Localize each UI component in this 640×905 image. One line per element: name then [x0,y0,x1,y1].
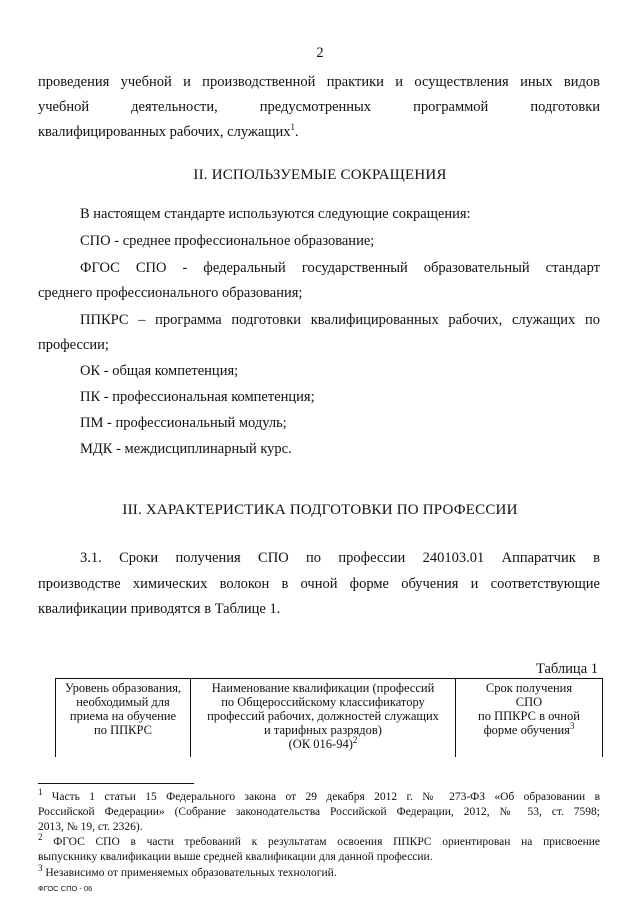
th1-line: необходимый для [76,695,170,709]
table-header-qualification-name [191,679,456,758]
th2-okdp: (ОК 016-94) [288,737,353,751]
abbr-spo: СПО - среднее профессиональное образование; [80,233,375,249]
qualification-table [55,678,603,757]
section-2-intro: В настоящем стандарте используются следующие сокращения: [80,206,471,222]
footnote-2-text: ФГОС СПО в части требований к результатам освоения ППКРС ориентирован на присвоение [53,836,600,848]
abbr-mdk: МДК - междисциплинарный курс. [80,441,292,457]
table-header-study-period [456,679,603,758]
table-header-education-level [56,679,191,758]
footnote-1-number: 1 [38,787,43,798]
footnote-1-text: Часть 1 статьи 15 Федерального закона от 29 декабря 2012 г. № 273-ФЗ «Об образовании в [51,791,600,803]
th3-line: по ППКРС в очной [478,709,580,723]
intro-line-1: проведения учебной и производственной практики и осуществления иных видов [38,74,600,90]
footnote-2-line-2: выпускнику квалификации выше средней квалификации для данной профессии. [38,851,433,863]
section-3-heading: III. ХАРАКТЕРИСТИКА ПОДГОТОВКИ ПО ПРОФЕССИИ [122,502,518,518]
th3-form: форме обучения [483,723,570,737]
footnote-1-line-2: Российской Федерации» (Собрание законодательства Российской Федерации, 2012, № 53, ст. 7598; [38,806,600,818]
abbr-ok: ОК - общая компетенция; [80,363,239,379]
intro-line-3 [38,123,299,141]
footnote-ref-1: 1 [290,122,296,133]
intro-line-3-text: квалифицированных рабочих, служащих [38,124,291,140]
th2-line: и тарифных разрядов) [264,723,382,737]
footnote-1-line-1 [38,787,600,804]
footnote-ref-2: 2 [352,734,358,745]
document-code: ФГОС СПО - 06 [38,884,93,893]
th3-line: СПО [515,695,543,709]
footnote-divider [38,783,194,784]
th2-line: Наименование квалификации (профессий [211,681,435,695]
footnote-3-text: Независимо от применяемых образовательных технологий. [45,867,337,879]
table-header-row [56,679,603,758]
footnote-ref-3: 3 [569,720,575,731]
section-3-para-line-1: 3.1. Сроки получения СПО по профессии 240103.01 Аппаратчик в [80,550,600,566]
footnote-1-line-3: 2013, № 19, ст. 2326). [38,821,143,833]
section-3-para-line-3: квалификации приводятся в Таблице 1. [38,601,281,617]
th2-line: профессий рабочих, должностей служащих [207,709,439,723]
th2-line-last [194,734,452,751]
abbr-fgos-line-1: ФГОС СПО - федеральный государственный образовательный стандарт [80,260,600,276]
abbr-pk: ПК - профессиональная компетенция; [80,389,315,405]
footnote-2-number: 2 [38,832,43,843]
th1-line: Уровень образования, [64,681,182,695]
th3-line: Срок получения [485,681,573,695]
abbr-fgos-line-2: среднего профессионального образования; [38,285,303,301]
abbr-ppkrs-line-2: профессии; [38,337,109,353]
footnote-2-line-1 [38,832,600,849]
intro-line-2: учебной деятельности, предусмотренных программой подготовки [38,99,600,115]
th2-line: по Общероссийскому классификатору [221,695,425,709]
abbr-pm: ПМ - профессиональный модуль; [80,415,287,431]
footnote-3-line-1 [38,863,337,880]
abbr-ppkrs-line-1: ППКРС – программа подготовки квалифицированных рабочих, служащих по [80,312,600,328]
section-3-para-line-2: производстве химических волокон в очной форме обучения и соответствующие [38,576,600,592]
th1-line: по ППКРС [94,723,152,737]
intro-line-3-end: . [295,124,299,140]
th3-line-last [459,720,599,737]
th1-line: приема на обучение [69,709,177,723]
section-2-heading: II. ИСПОЛЬЗУЕМЫЕ СОКРАЩЕНИЯ [193,167,447,183]
page-number: 2 [316,45,324,61]
table-caption: Таблица 1 [535,661,598,677]
footnote-3-number: 3 [38,863,43,874]
